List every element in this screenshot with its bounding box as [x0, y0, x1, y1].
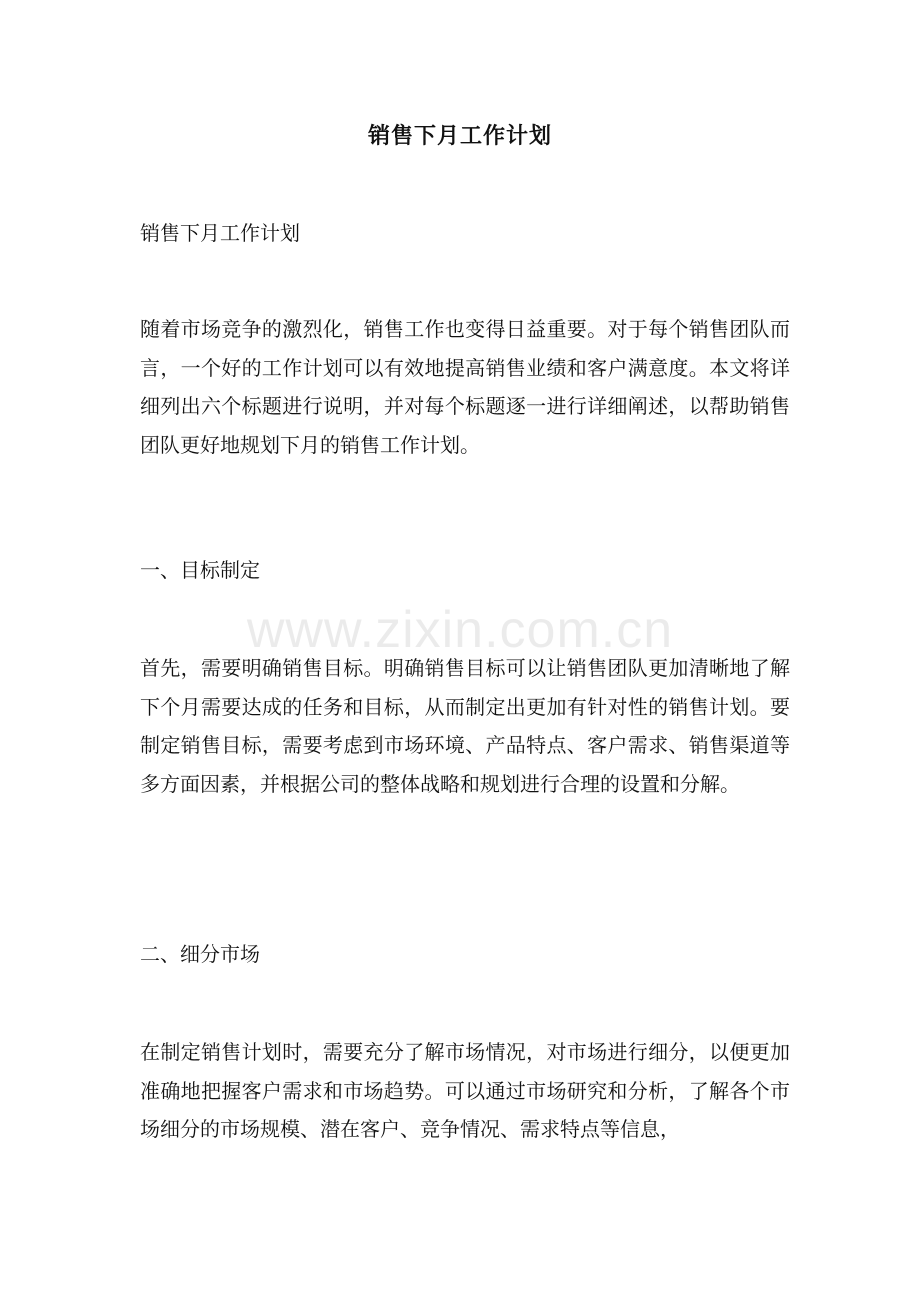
document-title: 销售下月工作计划	[367, 123, 552, 149]
section-body-goal-setting: 首先，需要明确销售目标。明确销售目标可以让销售团队更加清晰地了解下个月需要达成的任务和目标，从而制定出更加有针对性的销售计划。要制定销售目标，需要考虑到市场环境、产品特点、客户需求、销售渠道等多方面因素，并根据公司的整体战略和规划进行合理的设置和分解。	[140, 656, 790, 796]
watermark: www.zixin.com.cn	[246, 601, 674, 659]
intro-paragraph: 随着市场竞争的激烈化，销售工作也变得日益重要。对于每个销售团队而言，一个好的工作计划可以有效地提高销售业绩和客户满意度。本文将详细列出六个标题进行说明，并对每个标题逐一进行详细阐述，以帮助销售团队更好地规划下月的销售工作计划。	[140, 317, 790, 457]
document-subtitle: 销售下月工作计划	[140, 221, 300, 245]
section-heading-market-segmentation: 二、细分市场	[140, 942, 260, 966]
section-body-market-segmentation: 在制定销售计划时，需要充分了解市场情况，对市场进行细分，以便更加准确地把握客户需求和市场趋势。可以通过市场研究和分析，了解各个市场细分的市场规模、潜在客户、竞争情况、需求特点等信息，	[140, 1040, 790, 1141]
section-heading-goal-setting: 一、目标制定	[140, 558, 260, 582]
